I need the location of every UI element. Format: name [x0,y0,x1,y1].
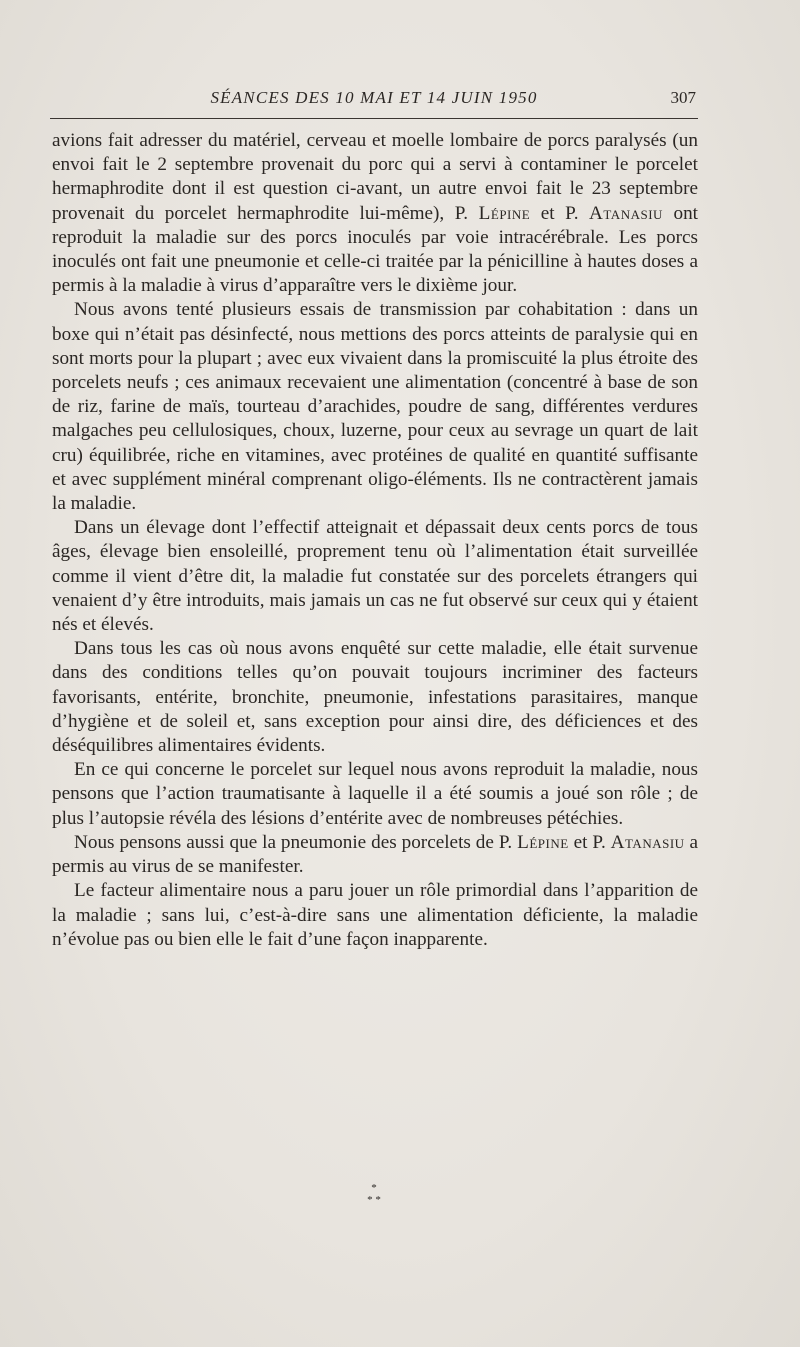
header-rule [50,118,698,119]
page-number: 307 [670,88,696,107]
paragraph-1-text-b: et P. [530,202,590,224]
paragraph-1-text-a: avions fait adresser du matériel, cerveau et moelle lombaire de porcs paralysés (un envoi fait le 2 septembre provenait du porc qui a servi à contaminer le porcelet hermaphrodite dont il est question ci-avant, un autre envoi fait le 23 septembre provenait du porcelet hermaphrodite lui-même), P. [52,130,698,224]
author-name-lepine: Lépine [517,831,569,853]
paragraph-1 [52,129,698,298]
paragraph-5: En ce qui concerne le porcelet sur lequel nous avons reproduit la maladie, nous pensons que l’action traumatisante à laquelle il a été soumis a joué son rôle ; de plus l’autopsie révéla des lésions d’entérite avec de nombreuses pétéchies. [52,759,698,829]
paragraph-1-text-c: ont reproduit la maladie sur des porcs inoculés par voie intracérébrale. Les porcs inoculés ont fait une pneumonie et celle-ci traitée par la pénicilline à hautes doses a permis à la maladie à virus d’apparaître vers le dixième jour. [52,202,698,297]
paragraph-6-text-b: et P. [568,831,611,853]
running-head: SÉANCES DES 10 MAI ET 14 JUIN 1950 [210,88,538,107]
asterism-top: * [371,1182,377,1194]
paragraph-2: Nous avons tenté plusieurs essais de transmission par cohabitation : dans un boxe qui n’était pas désinfecté, nous mettions des porcs atteints de paralysie qui en sont morts pour la plupart ; avec eux vivaient dans la promiscuité la plus étroite des porcelets neufs ; ces animaux recevaient une alimentation (concentré à base de son de riz, farine de maïs, tourteau d’arachides, poudre de sang, différentes verdures malgaches peu cellulosiques, choux, luzerne, pour ceux au sevrage un quart de lait cru) équilibrée, riche en vitamines, avec protéines de qualité en quantité suffisante et avec supplément minéral comprenant oligo-éléments. Ils ne contractèrent jamais la maladie. [52,299,698,515]
paragraph-6-text-a: Nous pensons aussi que la pneumonie des porcelets de P. [74,831,518,853]
author-name-atanasiu: Atanasiu [589,202,663,224]
asterism-bottom: * * [367,1194,381,1206]
paragraph-7: Le facteur alimentaire nous a paru jouer un rôle primordial dans l’apparition de la maladie ; sans lui, c’est-à-dire sans une alimentation déficiente, la maladie n’évolue pas ou bien elle le fait d’une façon inapparente. [52,880,698,950]
paragraph-3: Dans un élevage dont l’effectif atteignait et dépassait deux cents porcs de tous âges, élevage bien ensoleillé, proprement tenu où l’alimentation était surveillée comme il vient d’être dit, la maladie fut constatée sur des porcelets étrangers qui venaient d’y être introduits, mais jamais un cas ne fut observé sur ceux qui y étaient nés et élevés. [52,517,698,636]
section-break-asterism [340,1182,408,1206]
body-text [52,129,698,952]
paragraph-6 [52,831,698,879]
author-name-atanasiu: Atanasiu [610,831,685,853]
paragraph-6-text-c: a permis au virus de se manifester. [52,831,698,878]
author-name-lepine: Lépine [478,202,531,224]
paragraph-4: Dans tous les cas où nous avons enquêté sur cette maladie, elle était survenue dans des conditions telles qu’on pouvait toujours incriminer des facteurs favorisants, entérite, bronchite, pneumonie, infestations parasitaires, manque d’hygiène et de soleil et, sans exception pour ainsi dire, des déficiences et des déséquilibres alimentaires évidents. [52,638,698,757]
page-header [50,88,698,110]
